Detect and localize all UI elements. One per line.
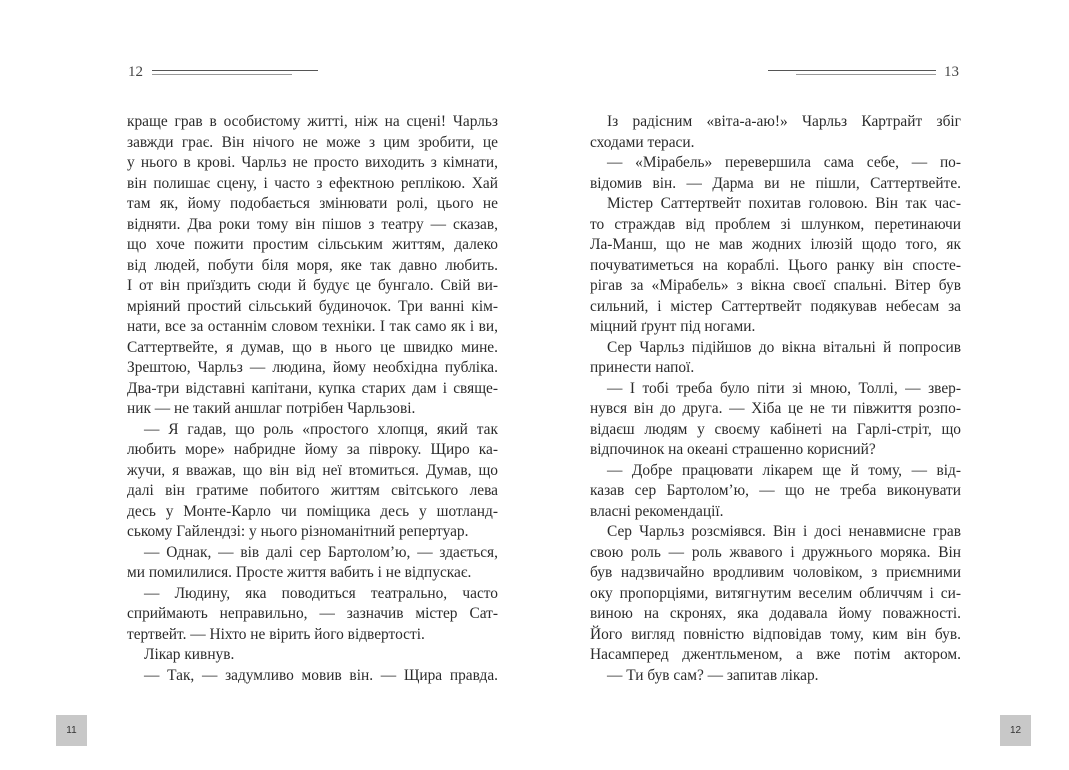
text-line: там як, йому подобається змінювати ролі, цього не: [127, 195, 498, 212]
text-line: — Так, — задумливо мовив він. — Щира правда.: [144, 666, 498, 684]
right-page-text: [590, 112, 961, 686]
text-line: — Людину, яка поводиться театрально, часто: [144, 584, 498, 602]
text-line: мріяний простий сільський будиночок. Три ванні кім-: [127, 297, 498, 315]
text-line: тертвейт. — Ніхто не вірить його відвертості.: [127, 625, 425, 643]
text-line: — Добре працювати лікарем ще й тому, — від-: [607, 461, 961, 479]
text-line: ми помилилися. Просте життя вабить і не відпускає.: [127, 564, 472, 581]
text-line: він полишає сцену, і часто з ефектною реплікою. Хай: [127, 174, 498, 192]
text-line: власні рекомендації.: [590, 502, 724, 520]
text-line: Зрештою, Чарльз — людина, йому необхідна публіка.: [127, 359, 498, 376]
text-line: завжди грає. Він нічого не може з цим зробити, це: [127, 133, 498, 151]
right-page-number: 13: [944, 64, 959, 80]
text-line: сходами тераси.: [590, 133, 695, 151]
text-line: відаєш людям у своєму кабінеті на Гарлі-стріт, що: [590, 420, 961, 438]
left-page-badge: 11: [56, 715, 87, 746]
text-line: далі він гратиме побитого життям світського лева: [127, 482, 498, 499]
text-line: — Ти був сам? — запитав лікар.: [607, 666, 819, 684]
text-line: то страждав від проблем зі шлунком, перетинаючи: [590, 215, 961, 233]
text-line: принести напої.: [590, 359, 695, 376]
text-line: Із радісним «віта-а-аю!» Чарльз Картрайт збіг: [607, 113, 961, 130]
right-header-rule: [768, 70, 936, 76]
text-line: що хоче пожити простим сільським життям, далеко: [127, 236, 498, 253]
text-line: сприймають неправильно, — зазначив містер Сат-: [127, 605, 498, 622]
text-line: — І тобі треба було піти зі мною, Толлі, — звер-: [607, 379, 961, 397]
text-line: міцний ґрунт під ногами.: [590, 318, 756, 335]
text-line: Саттертвейте, я думав, що в нього це швидко мине.: [127, 338, 498, 356]
right-page-badge: 12: [1000, 715, 1031, 746]
text-line: рігав за «Мірабель» з вікна своєї спальні. Вітер був: [590, 277, 961, 294]
text-line: — Я гадав, що роль «простого хлопця, який так: [144, 420, 498, 438]
text-line: свою роль — роль жвавого і дружнього моряка. Він: [590, 543, 961, 561]
text-line: ському Гайлендзі: у нього різноманітний репертуар.: [127, 523, 469, 540]
text-line: ник — не такий аншлаг потрібен Чарльзові.: [127, 400, 416, 417]
left-page-text: [127, 112, 498, 686]
text-line: Два-три відставні капітани, купка старих дам і свяще-: [127, 379, 498, 397]
text-line: Його вигляд повністю відповідав тому, ким він був.: [590, 625, 961, 643]
text-line: відняти. Два роки тому він пішов з театру — сказав,: [127, 215, 498, 233]
text-line: від людей, побути біля моря, яке так давно любить.: [127, 256, 498, 274]
text-line: нувся він до друга. — Хіба це не ти півжиття розпо-: [590, 400, 961, 417]
text-line: Сер Чарльз підійшов до вікна вітальні й попросив: [607, 338, 961, 356]
text-line: — Однак, — вів далі сер Бартоломʼю, — здається,: [144, 543, 498, 561]
text-line: виною на скронях, яка додавала йому поважності.: [590, 605, 961, 622]
text-line: був надзвичайно вродливим чоловіком, з приємними: [590, 564, 961, 581]
text-line: любить море» набридне йому за півроку. Щиро ка-: [127, 441, 498, 458]
text-line: Лікар кивнув.: [144, 646, 235, 663]
left-page-number: 12: [128, 64, 143, 80]
text-line: — «Мірабель» перевершила сама себе, — по-: [607, 154, 961, 171]
text-line: у нього в крові. Чарльз не просто виходить з кімнати,: [127, 154, 498, 171]
text-line: Ла-Манш, що не мав жодних ілюзій щодо того, як: [590, 236, 961, 253]
text-line: нати, все за останнім словом техніки. І так само як і ви,: [127, 318, 498, 335]
text-line: почуватиметься на кораблі. Цього ранку він спосте-: [590, 256, 961, 274]
text-line: жучи, я вважав, що він від неї втомиться. Думав, що: [127, 461, 498, 479]
text-line: оку пропорціями, витягнутим веселим обличчям і си-: [590, 584, 961, 602]
text-line: казав сер Бартоломʼю, — що не треба виконувати: [590, 482, 961, 499]
text-line: І от він приїздить сюди й будує це бунгало. Свій ви-: [127, 277, 498, 294]
text-line: Містер Саттертвейт похитав головою. Він так час-: [607, 195, 961, 212]
text-line: Сер Чарльз розсміявся. Він і досі ненавмисне грав: [607, 523, 961, 540]
text-line: краще грав в особистому житті, ніж на сцені! Чарльз: [127, 113, 498, 130]
text-line: сильний, і містер Саттертвейт подякував небесам за: [590, 297, 961, 315]
text-line: Насамперед джентльменом, а вже потім актором.: [590, 646, 961, 663]
text-line: відпочинок на океані страшенно корисний?: [590, 441, 876, 458]
left-header-rule: [152, 70, 318, 76]
text-line: десь у Монте-Карло чи поміщика десь у шотланд-: [127, 502, 498, 520]
text-line: відомив він. — Дарма ви не пішли, Саттертвейте.: [590, 174, 961, 192]
